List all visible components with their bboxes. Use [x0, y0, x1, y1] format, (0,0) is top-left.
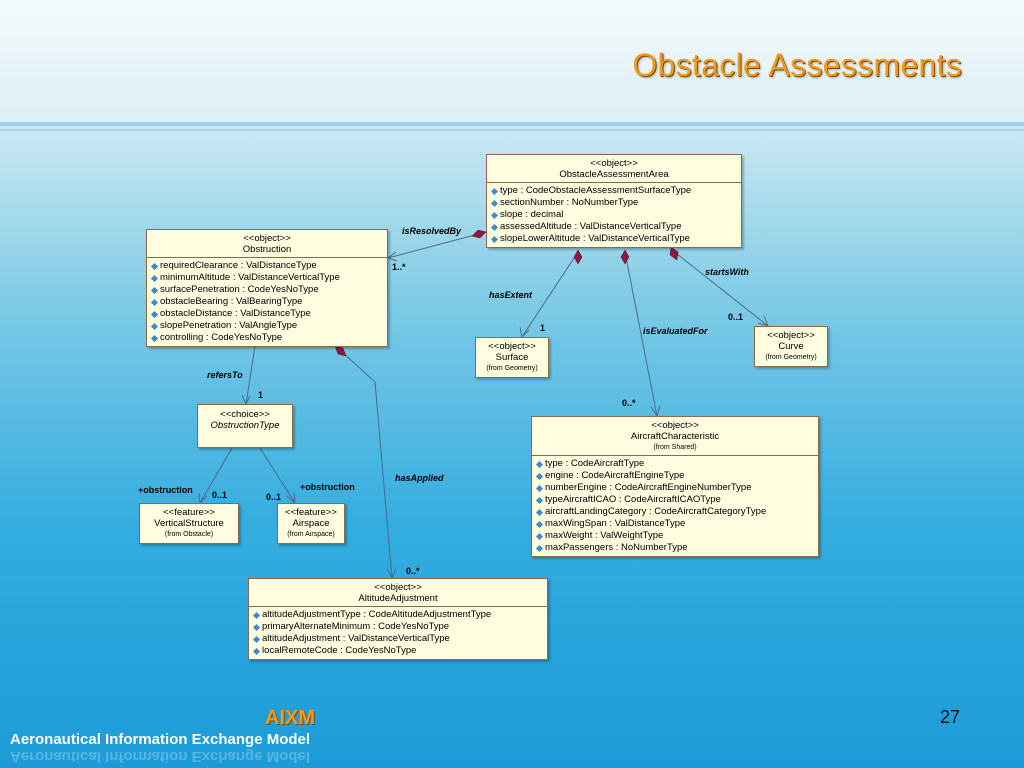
attribute-icon [491, 235, 498, 242]
class-name: Surface [495, 352, 529, 363]
class-name: Obstruction [242, 244, 292, 255]
airspace-class[interactable] [277, 503, 345, 544]
to-airspace-arrowhead [287, 493, 295, 503]
aixm-logo: AIXM [265, 707, 315, 729]
slide-title: Obstacle Assessments [632, 47, 962, 83]
attribute-row: maxWingSpan : ValDistanceType [537, 518, 815, 530]
has-applied-diamond [335, 346, 346, 356]
attribute-icon [151, 334, 158, 341]
attribute-row: obstacleDistance : ValDistanceType [152, 308, 384, 320]
has-extent-label: hasExtent [489, 290, 533, 300]
attribute-icon [536, 544, 543, 551]
class-stereotype: <<object>> [243, 233, 291, 244]
attribute-row: minimumAltitude : ValDistanceVerticalType [152, 272, 384, 284]
class-stereotype: <<object>> [374, 582, 422, 593]
footer-subtitle: Aeronautical Information Exchange Model [10, 731, 311, 748]
attribute-icon [491, 199, 498, 206]
attribute-icon [151, 274, 158, 281]
class-package: (from Geometry) [486, 365, 538, 372]
class-package: (from Shared) [653, 444, 697, 451]
refers-to-line [246, 346, 255, 404]
starts-with-label: startsWith [705, 267, 749, 277]
class-name: ObstructionType [210, 420, 280, 431]
altitude-adjustment-class[interactable] [248, 578, 548, 660]
attribute-icon [151, 298, 158, 305]
class-package: (from Airspace) [287, 531, 335, 538]
has-applied-line [340, 350, 392, 578]
footer-subtitle-reflection: Aeronautical Information Exchange Model [10, 748, 311, 765]
attribute-icon [536, 532, 543, 539]
attribute-row: numberEngine : CodeAircraftEngineNumberType [537, 482, 815, 494]
airspace-role: +obstruction [300, 482, 355, 492]
obstacle-assessment-area-class[interactable] [486, 154, 742, 248]
class-stereotype: <<feature>> [285, 507, 337, 518]
vertical-structure-role: +obstruction [138, 485, 193, 495]
starts-with-multiplicity: 0..1 [728, 312, 744, 322]
attribute-icon [253, 611, 260, 618]
attribute-icon [491, 223, 498, 230]
has-extent-multiplicity: 1 [540, 323, 546, 333]
obstruction-class[interactable] [146, 229, 388, 347]
vertical-structure-class[interactable] [139, 503, 239, 544]
attribute-icon [151, 262, 158, 269]
is-evaluated-for-multiplicity: 0..* [622, 398, 636, 408]
attribute-icon [253, 635, 260, 642]
page-number: 27 [940, 707, 961, 727]
attribute-row: type : CodeObstacleAssessmentSurfaceType [492, 185, 738, 197]
class-name: Curve [778, 341, 804, 352]
attribute-row: slopePenetration : ValAngleType [152, 320, 384, 332]
vertical-structure-multiplicity: 0..1 [212, 490, 228, 500]
attribute-icon [536, 460, 543, 467]
has-extent-diamond [574, 250, 582, 264]
class-name: ObstacleAssessmentArea [559, 169, 669, 180]
class-stereotype: <<choice>> [220, 409, 270, 420]
class-stereotype: <<object>> [488, 341, 536, 352]
refers-to-label: refersTo [207, 370, 243, 380]
class-stereotype: <<object>> [767, 330, 815, 341]
attribute-row: slope : decimal [492, 209, 738, 221]
attribute-row: assessedAltitude : ValDistanceVerticalType [492, 221, 738, 233]
attribute-icon [536, 508, 543, 515]
attribute-row: localRemoteCode : CodeYesNoType [254, 645, 544, 657]
airspace-multiplicity: 0..1 [266, 492, 282, 502]
aircraft-characteristic-class[interactable] [531, 416, 819, 557]
class-package: (from Obstacle) [164, 531, 214, 538]
is-resolved-by-diamond [472, 230, 486, 238]
attribute-row: altitudeAdjustmentType : CodeAltitudeAdjustmentType [254, 609, 544, 621]
curve-class[interactable] [754, 326, 828, 367]
class-stereotype: <<object>> [590, 158, 638, 169]
attribute-icon [536, 472, 543, 479]
attribute-row: slopeLowerAltitude : ValDistanceVerticalType [492, 233, 738, 245]
attribute-row: altitudeAdjustment : ValDistanceVerticalType [254, 633, 544, 645]
class-name: VerticalStructure [154, 518, 224, 529]
attribute-icon [536, 520, 543, 527]
attribute-row: primaryAlternateMinimum : CodeYesNoType [254, 621, 544, 633]
obstruction-type-class[interactable] [197, 404, 293, 448]
has-applied-label: hasApplied [395, 473, 444, 483]
attribute-row: surfacePenetration : CodeYesNoType [152, 284, 384, 296]
class-package: (from Geometry) [765, 354, 817, 361]
class-stereotype: <<object>> [651, 420, 699, 431]
is-resolved-by-label: isResolvedBy [402, 226, 462, 236]
surface-class[interactable] [475, 337, 549, 378]
attribute-icon [536, 496, 543, 503]
is-resolved-by-multiplicity: 1..* [392, 262, 406, 272]
is-evaluated-for-diamond [621, 250, 629, 264]
attribute-icon [536, 484, 543, 491]
starts-with-line [672, 250, 768, 326]
refers-to-multiplicity: 1 [258, 390, 264, 400]
class-name: AltitudeAdjustment [358, 593, 438, 604]
attribute-row: maxPassengers : NoNumberType [537, 542, 815, 554]
attribute-row: maxWeight : ValWeightType [537, 530, 815, 542]
attribute-row: engine : CodeAircraftEngineType [537, 470, 815, 482]
attribute-icon [151, 322, 158, 329]
attribute-row: requiredClearance : ValDistanceType [152, 260, 384, 272]
attribute-icon [151, 286, 158, 293]
attribute-row: typeAircraftICAO : CodeAircraftICAOType [537, 494, 815, 506]
attribute-icon [253, 623, 260, 630]
class-stereotype: <<feature>> [163, 507, 215, 518]
attribute-icon [151, 310, 158, 317]
attribute-row: sectionNumber : NoNumberType [492, 197, 738, 209]
attribute-icon [491, 211, 498, 218]
starts-with-diamond [670, 247, 678, 260]
class-name: Airspace [292, 518, 330, 529]
is-evaluated-for-label: isEvaluatedFor [643, 326, 708, 336]
attribute-icon [491, 187, 498, 194]
attribute-row: obstacleBearing : ValBearingType [152, 296, 384, 308]
attribute-row: type : CodeAircraftType [537, 458, 815, 470]
attribute-row: aircraftLandingCategory : CodeAircraftCategoryType [537, 506, 815, 518]
attribute-icon [253, 647, 260, 654]
has-applied-multiplicity: 0..* [406, 566, 420, 576]
class-name: AircraftCharacteristic [630, 431, 720, 442]
attribute-row: controlling : CodeYesNoType [152, 332, 384, 344]
